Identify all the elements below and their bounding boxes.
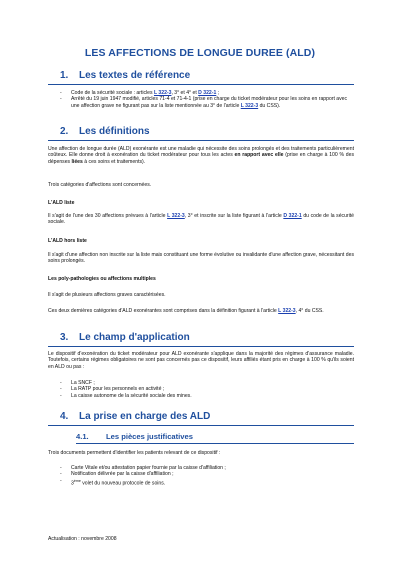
section-1-title: Les textes de référence	[79, 70, 191, 81]
list-item: - Code de la sécurité sociale : articles L 322-3, 3° et 4° et D 322-1 ;	[60, 90, 354, 96]
document-title: LES AFFECTIONS DE LONGUE DUREE (ALD)	[84, 47, 316, 59]
subsection-4-1-title: Les pièces justificatives	[106, 432, 193, 441]
link-d322-1[interactable]: D 322-1	[198, 90, 217, 96]
section-1-heading	[60, 70, 190, 81]
ald-liste-paragraph: Il s'agit de l'une des 30 affections prévues à l'article L 322-3, 3° et inscrite sur la liste figurant à l'article D 322-1 du code de la sécurité sociale.	[48, 213, 355, 226]
section-2-rule	[48, 140, 354, 141]
link-l322-3[interactable]: L 322-3	[153, 90, 172, 96]
section-1-list	[60, 90, 354, 109]
section-4-rule	[48, 425, 354, 426]
subsection-4-1-number: 4.1.	[76, 432, 89, 441]
definition-paragraph: Une affection de longue durée (ALD) exonérante est une maladie qui nécessite des soins prolongés et des traitements particulièrement coûteux. Elle donne droit à exonération du ticket modérateur pour tous les actes en rapport avec elle (prise en charge à 100 % des dépenses liées à ces soins et traitements).	[48, 146, 354, 165]
list-item: - Carte Vitale et/ou attestation papier fournie par la caisse d'affiliation ;	[60, 465, 354, 471]
section-4-heading	[60, 411, 210, 422]
section-3-number: 3.	[60, 332, 69, 343]
link-l322-3[interactable]: L 322-3	[278, 308, 296, 314]
section-1-rule	[48, 84, 354, 85]
scope-list	[60, 380, 354, 399]
list-item: - La RATP pour les personnels en activité ;	[60, 386, 354, 392]
ald-hors-liste-heading: L'ALD hors liste	[48, 238, 87, 244]
list-item: - La caisse autonome de la sécurité sociale des mines.	[60, 393, 354, 399]
poly-paragraph: Il s'agit de plusieurs affections graves caractérisées.	[48, 292, 166, 298]
ald-liste-heading: L'ALD liste	[48, 200, 75, 206]
section-3-rule	[48, 346, 354, 347]
poly-heading: Les poly-pathologies ou affections multiples	[48, 276, 156, 282]
footer-update-date: Actualisation : novembre 2008	[48, 536, 117, 542]
list-item: - 3ème volet du nouveau protocole de soins.	[60, 478, 354, 487]
scope-paragraph: Le dispositif d'exonération du ticket modérateur pour ALD exonérante s'applique dans la majorité des régimes d'assurance maladie. Toutefois, certains régimes obligatoires ne sont pas concernés pas ce dispositif, leurs affiliés étant pris en charge à 100 % qu'ils soient en ALD ou pas :	[48, 351, 354, 370]
section-2-title: Les définitions	[79, 126, 150, 137]
link-l322-3[interactable]: L 322-3	[167, 213, 185, 219]
list-item: - Arrêté du 19 juin 1947 modifié, articles 71-4 et 71-4-1 (prise en charge du ticket modérateur pour les soins en rapport avec une affection grave ne figurant pas sur la liste mentionnée au 3° de l'article L 322-3 du CSS).	[60, 96, 354, 109]
section-3-title: Le champ d'application	[79, 332, 190, 343]
section-2-heading	[60, 126, 150, 137]
section-2-number: 2.	[60, 126, 69, 137]
section-4-title: La prise en charge des ALD	[79, 411, 211, 422]
closing-paragraph: Ces deux dernières catégories d'ALD exonérantes sont comprises dans la définition figurant à l'article L 322-3, 4° du CSS.	[48, 308, 324, 314]
link-d322-1[interactable]: D 322-1	[283, 213, 302, 219]
subsection-4-1-rule	[76, 443, 354, 444]
ald-hors-liste-paragraph: Il s'agit d'une affection non inscrite sur la liste mais constituant une forme évolutive ou invalidante d'une affection grave, nécessitant des soins prolongés.	[48, 252, 354, 265]
list-item: - Notification délivrée par la caisse d'affiliation ;	[60, 471, 354, 477]
documents-list	[60, 465, 354, 487]
link-l322-3[interactable]: L 322-3	[240, 102, 259, 109]
section-3-heading	[60, 332, 190, 343]
list-item: - La SNCF ;	[60, 380, 354, 386]
section-1-number: 1.	[60, 70, 69, 81]
documents-intro: Trois documents permettent d'identifier les patients relevant de ce dispositif :	[48, 450, 221, 456]
categories-intro: Trois catégories d'affections sont concernées.	[48, 182, 152, 188]
subsection-4-1-heading	[76, 432, 193, 441]
section-4-number: 4.	[60, 411, 69, 422]
